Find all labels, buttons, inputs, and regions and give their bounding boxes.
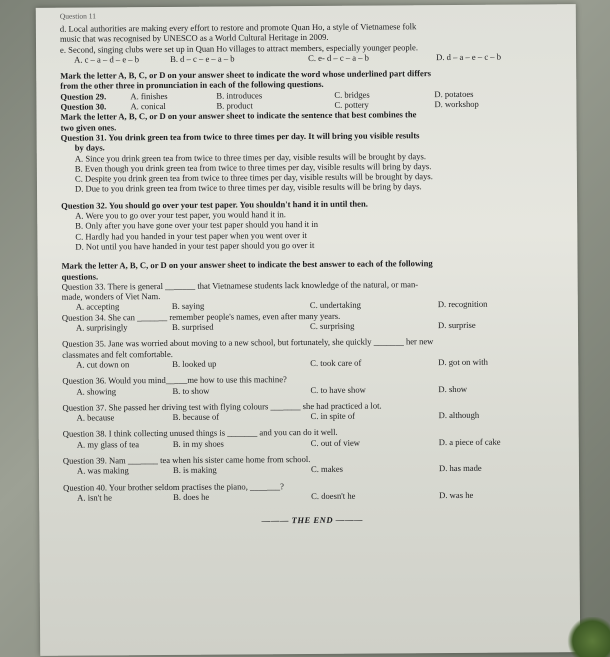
option-a: A. cut down on bbox=[76, 359, 130, 370]
option-d: D. has made bbox=[438, 463, 482, 474]
option-a: A. showing bbox=[76, 385, 117, 397]
option-c: C. Despite you drink green tea from twice to three times per day, visible results will be brought by days. bbox=[74, 171, 433, 184]
passage-line: e. Second, singing clubs were set up in Quan Ho villages to attract members, especially younger people. bbox=[59, 41, 419, 55]
option-d: D. d – a – e – c – b bbox=[436, 51, 502, 62]
option-b: B. surprised bbox=[171, 321, 214, 332]
option-a: A. because bbox=[76, 412, 115, 423]
option-a: A. was making bbox=[76, 465, 129, 476]
option-a: A. Were you to go over your test paper, you would hand it in. bbox=[75, 209, 286, 221]
option-c: C. to have show bbox=[310, 384, 366, 395]
option-c: C. makes bbox=[310, 464, 343, 475]
option-b: B. to show bbox=[172, 385, 210, 396]
option-b: B. Even though you drink green tea from twice to three times per day, visible results will bring by days. bbox=[74, 160, 432, 174]
option-d: D. a piece of cake bbox=[438, 436, 501, 447]
option-b: B. does he bbox=[173, 491, 210, 502]
section-instruction: Mark the letter A, B, C, or D on your answer sheet to indicate the best answer to each of the following bbox=[61, 258, 433, 271]
section-instruction: Mark the letter A, B, C, or D on your answer sheet to indicate the word whose underlined part differs bbox=[60, 68, 432, 81]
section-instruction: from the other three in pronunciation in each of the following questions. bbox=[60, 79, 324, 92]
option-d: D. Not until you have handed in your test paper should you go over it bbox=[75, 239, 315, 252]
option-a: A. Since you drink green tea from twice to three times per day, visible results will be brought by days. bbox=[74, 150, 427, 164]
option-d: D. although bbox=[438, 409, 480, 421]
option-a: A. accepting bbox=[75, 301, 120, 313]
option-d: D. was he bbox=[439, 489, 474, 500]
passage-line: music that was recognised by UNESCO as a World Cultural Heritage in 2009. bbox=[59, 32, 329, 45]
option-d: D. potatoes bbox=[434, 88, 474, 99]
question-number: Question 30. bbox=[60, 101, 107, 112]
question-stem: classmates and felt comfortable. bbox=[62, 348, 173, 360]
option-b: B. looked up bbox=[172, 358, 217, 369]
question-stem: Question 33. There is general _______ that Vietnamese students lack knowledge of the natural, or man- bbox=[61, 279, 419, 292]
end-marker: ——— THE END ——— bbox=[261, 514, 364, 526]
question-stem: Question 34. She can _______ remember people's names, even after many years. bbox=[61, 310, 341, 323]
question-stem: by days. bbox=[74, 142, 105, 153]
exam-sheet bbox=[36, 4, 581, 656]
question-number: Question 29. bbox=[60, 91, 107, 102]
option-c: C. Hardly had you handed in your test paper when you went over it bbox=[75, 229, 307, 242]
option-b: B. in my shoes bbox=[172, 438, 224, 449]
option-c: C. took care of bbox=[310, 357, 362, 368]
passage-line: d. Local authorities are making every effort to restore and promote Quan Ho, a style of Vietnamese folk bbox=[59, 21, 417, 34]
page-header: Question 11 bbox=[59, 11, 97, 21]
option-d: D. surprise bbox=[437, 319, 476, 331]
question-stem: Question 36. Would you mind_____me how to use this machine? bbox=[62, 374, 287, 386]
option-d: D. got on with bbox=[438, 356, 488, 367]
question-stem: Question 40. Your brother seldom practises the piano, _______? bbox=[63, 480, 284, 493]
option-c: C. in spite of bbox=[310, 410, 356, 422]
question-stem: Question 39. Nam _______ tea when his sister came home from school. bbox=[62, 453, 311, 466]
question-stem: made, wonders of Viet Nam. bbox=[61, 291, 161, 302]
option-a: A. my glass of tea bbox=[76, 438, 140, 450]
option-b: B. d – c – e – a – b bbox=[170, 53, 235, 64]
option-d: D. workshop bbox=[434, 98, 479, 110]
option-b: B. product bbox=[216, 100, 253, 111]
option-b: B. because of bbox=[172, 411, 220, 423]
question-stem: Question 37. She passed her driving test with flying colours _______ she had practiced a lot. bbox=[62, 400, 382, 413]
section-instruction: Mark the letter A, B, C, or D on your answer sheet to indicate the sentence that best combines the bbox=[60, 109, 417, 123]
option-b: B. Only after you have gone over your test paper should you hand it in bbox=[75, 219, 319, 231]
end-text: THE END bbox=[291, 515, 334, 526]
option-c: C. undertaking bbox=[309, 300, 361, 311]
option-c: C. e- d – c – a – b bbox=[308, 52, 369, 63]
option-d: D. show bbox=[438, 383, 468, 394]
plant-decoration bbox=[566, 617, 610, 657]
option-a: A. isn't he bbox=[77, 492, 112, 503]
option-d: D. Due to you drink green tea from twice to three times per day, visible results will be bring by days. bbox=[74, 181, 422, 195]
option-c: C. surprising bbox=[309, 320, 355, 332]
option-a: A. c – a – d – e – b bbox=[74, 54, 140, 65]
option-b: B. saying bbox=[171, 301, 205, 312]
option-b: B. introduces bbox=[216, 90, 263, 101]
option-c: C. bridges bbox=[334, 89, 370, 100]
question-stem: Question 32. You should go over your test paper. You shouldn't hand it in until then. bbox=[61, 198, 368, 211]
option-b: B. is making bbox=[172, 464, 217, 476]
question-stem: Question 31. You drink green tea from twice to three times per day. It will bring you visible results bbox=[60, 130, 420, 143]
section-instruction: questions. bbox=[61, 270, 99, 282]
option-a: A. surprisingly bbox=[75, 322, 128, 333]
option-c: C. out of view bbox=[310, 437, 360, 448]
option-a: A. conical bbox=[130, 101, 166, 112]
question-stem: Question 38. I think collecting unused things is _______ and you can do it well. bbox=[62, 427, 338, 440]
option-a: A. finishes bbox=[130, 90, 168, 102]
section-instruction: two given ones. bbox=[60, 122, 117, 133]
question-stem: Question 35. Jane was worried about moving to a new school, but fortunately, she quickly _______ her new bbox=[62, 336, 434, 350]
option-d: D. recognition bbox=[437, 299, 488, 310]
option-c: C. pottery bbox=[334, 99, 369, 110]
question-40-options bbox=[63, 489, 561, 503]
option-c: C. doesn't he bbox=[311, 490, 356, 501]
